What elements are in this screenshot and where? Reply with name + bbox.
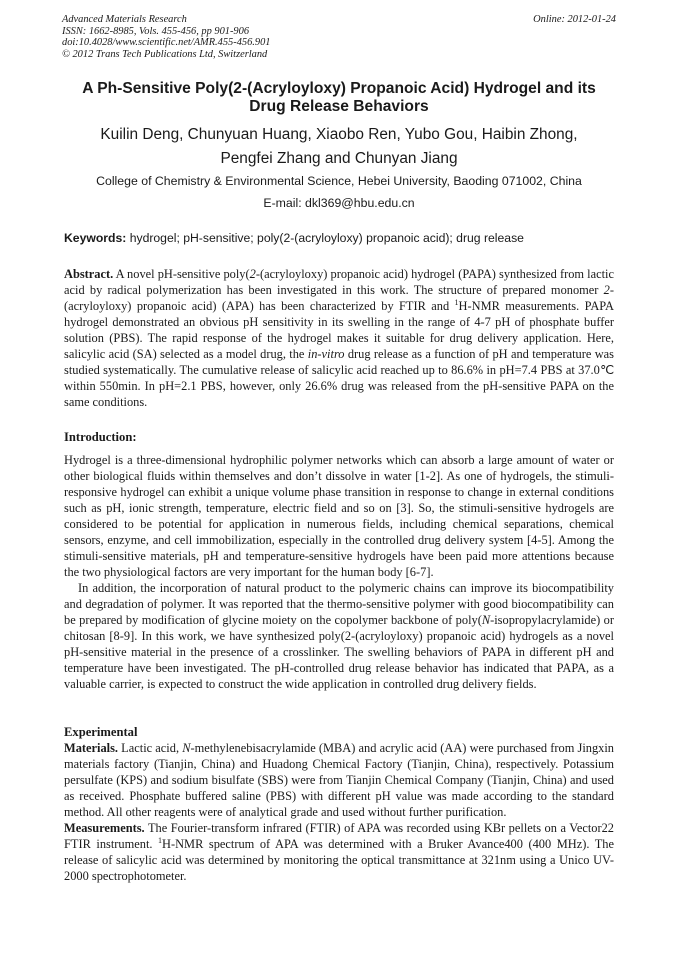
journal-header (62, 14, 616, 60)
measurements-label: Measurements. (64, 821, 145, 835)
experimental-body (64, 740, 614, 884)
superscript: 1 (158, 836, 163, 845)
introduction-paragraph-2 (64, 580, 614, 692)
paper-title-line-2: Drug Release Behaviors (249, 98, 429, 115)
journal-issn: ISSN: 1662-8985, Vols. 455-456, pp 901-906 (62, 25, 250, 37)
abstract-text: H-NMR measurements. PAPA hydrogel demonstrated an obvious pH sensitivity in its swelling in the range of 4-7 pH of phosphate buffer solution (PBS). The rapid response of the hydrogel makes it suitable for drug delivery application. Here, salicylic acid (SA) selected as a model drug, the (64, 299, 614, 361)
affiliation: College of Chemistry & Environmental Science, Hebei University, Baoding 071002, China (96, 174, 582, 188)
author-line-1: Kuilin Deng, Chunyuan Huang, Xiaobo Ren, Yubo Gou, Haibin Zhong, (100, 126, 578, 143)
abstract-text: -(acryloyloxy) propanoic acid) hydrogel (PAPA) synthesized from lactic acid by radical polymerization has been investigated in this work. The structure of prepared monomer (64, 267, 614, 297)
keywords-text: hydrogel; pH-sensitive; poly(2-(acryloyloxy) propanoic acid); drug release (126, 231, 524, 245)
abstract-label: Abstract. (64, 267, 114, 281)
intro-text: In addition, the incorporation of natural product to the polymeric chains can improve its biocompatibility and degradation of polymer. It was reported that the thermo-sensitive polymer with good biocompatibility can be prepared by modification of glycine moiety on the copolymer backbone of poly( (64, 581, 614, 627)
abstract-text: drug release as a function of pH and temperature was studied systematically. The cumulative release of salicylic acid reached up to 86.6% in pH=7.4 PBS at 37.0℃ within 550min. In pH=2.1 PBS, however, only 26.6% drug was released from the pH-sensitive PAPA on the same conditions. (64, 347, 614, 409)
measurements-paragraph (64, 820, 614, 884)
keywords (64, 231, 638, 246)
materials-italic: N (182, 741, 191, 755)
intro-italic: N (481, 613, 491, 627)
abstract-text: -(acryloyloxy) propanoic acid) (APA) has been characterized by FTIR and (64, 283, 614, 313)
journal-copyright: © 2012 Trans Tech Publications Ltd, Switzerland (62, 48, 268, 60)
measurements-text: The Fourier-transform infrared (FTIR) of APA was recorded using KBr pellets on a Vector22 FTIR instrument. (64, 821, 614, 851)
materials-text: -methylenebisacrylamide (MBA) and acrylic acid (AA) were purchased from Jingxin materials factory (Tianjin, China) and Huadong Chemical Factory (Tianjin, China), respectively. Potassium persulfate (KPS) and sodium bisulfate (SBS) were from Tianjin Chemical Company (Tianjin, China) and used as received. Phosphate buffered saline (PBS) with different pH value was made according to the standard method. All other reagents were of analytical grade and used without further purification. (64, 741, 614, 819)
author-list (40, 123, 638, 171)
intro-text: -isopropylacrylamide) or chitosan [8-9]. In this work, we have synthesized poly(2-(acryloyloxy) propanoic acid) hydrogels as a novel pH-sensitive material in the presence of a crosslinker. The swelling behaviors of PAPA in different pH and temperature have been investigated. The pH-controlled drug release behavior has indicated that PAPA, as a valuable carrier, is expected to construct the wide application in controlled drug delivery fields. (64, 613, 614, 691)
materials-paragraph (64, 740, 614, 820)
experimental-heading: Experimental (64, 725, 138, 739)
paper-title-line-1: A Ph-Sensitive Poly(2-(Acryloyloxy) Propanoic Acid) Hydrogel and its (82, 80, 596, 97)
keywords-label: Keywords: (64, 231, 127, 245)
journal-name: Advanced Materials Research (62, 14, 187, 25)
materials-label: Materials. (64, 741, 119, 755)
superscript: 1 (454, 298, 459, 307)
abstract-text: A novel pH-sensitive poly( (113, 267, 250, 281)
abstract-italic: 2 (603, 283, 610, 297)
measurements-text: H-NMR spectrum of APA was determined with a Bruker Avance400 (400 MHz). The release of salicylic acid was determined by monitoring the optical transmittance at 321nm using a Unico UV-2000 spectrophotometer. (64, 837, 614, 883)
abstract (64, 266, 614, 410)
abstract-italic: 2 (249, 267, 256, 281)
author-email: E-mail: dkl369@hbu.edu.cn (263, 196, 415, 210)
online-date: Online: 2012-01-24 (533, 14, 616, 25)
author-line-2: Pengfei Zhang and Chunyan Jiang (220, 150, 458, 167)
introduction-body (64, 452, 614, 692)
introduction-heading: Introduction: (64, 430, 137, 444)
paper-title (50, 80, 628, 116)
introduction-paragraph-1: Hydrogel is a three-dimensional hydrophilic polymer networks which can absorb a large amount of water or other biological fluids within themselves and don’t dissolve in water [1-2]. As one of hydrogels, the stimuli-responsive hydrogel can exhibit a unique volume phase transition in response to change in external conditions such as pH, ionic strength, temperature, electric field and so on [3]. So, the stimuli-sensitive hydrogels are considered to be potential for application in numerous fields, including chemical separations, chemical sensors, enzyme, and cell immobilization, especially in the controlled drug delivery system [4-5]. Among the stimuli-sensitive materials, pH and temperature-sensitive hydrogels have been paid more attentions because the two physiological factors are very important for the human body [6-7]. (64, 453, 614, 579)
abstract-italic: in-vitro (307, 347, 345, 361)
materials-text: Lactic acid, (118, 741, 183, 755)
journal-doi: doi:10.4028/www.scientific.net/AMR.455-456.901 (62, 37, 271, 48)
